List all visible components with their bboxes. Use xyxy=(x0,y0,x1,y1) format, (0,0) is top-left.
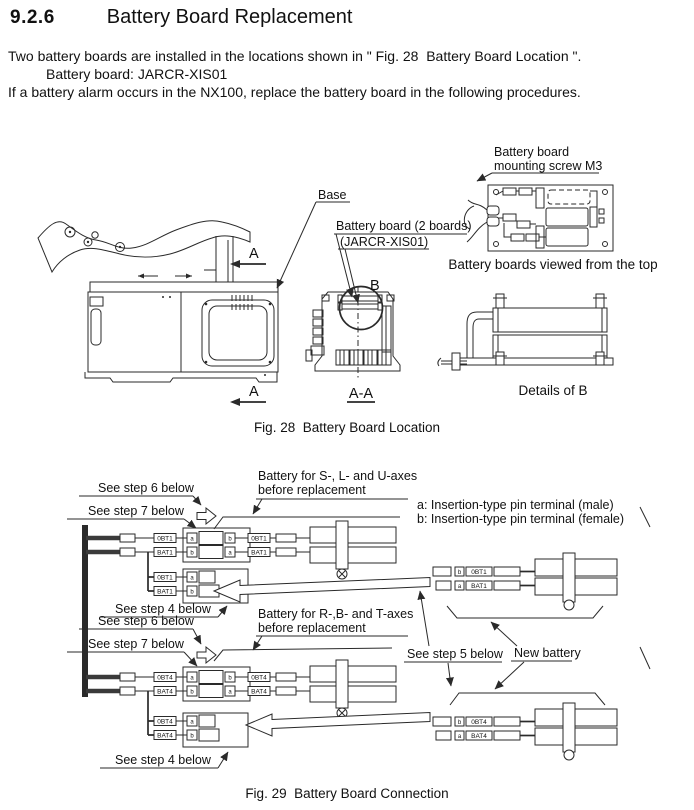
connector-label: BAT4 xyxy=(157,688,173,696)
see-step4-label: See step 4 below xyxy=(115,753,211,767)
old-battery-slu xyxy=(310,521,396,579)
pin-a: a xyxy=(190,575,194,582)
insert-arrow-icon xyxy=(197,508,216,524)
robot-base-drawing xyxy=(38,221,278,382)
connector-label: 0BT4 xyxy=(157,718,173,726)
fig29-caption: Fig. 29 Battery Board Connection xyxy=(245,786,449,801)
new-battery-rbt xyxy=(433,693,617,760)
pin-b: b xyxy=(228,536,232,543)
bt4-old-connection xyxy=(120,660,396,747)
see-step7-label: See step 7 below xyxy=(88,637,184,651)
section-aa-drawing xyxy=(306,286,400,378)
connector-label: BAT4 xyxy=(471,733,487,740)
see-step5-label: See step 5 below xyxy=(407,647,503,661)
pin-b: b xyxy=(190,689,194,696)
battery-board-label-line2: (JARCR-XIS01) xyxy=(340,235,429,249)
see-step6-label: See step 6 below xyxy=(98,481,194,495)
connector-label: 0BT1 xyxy=(251,535,267,543)
pin-b: b xyxy=(457,720,462,726)
old-battery-rbt xyxy=(310,660,396,718)
pin-a: a xyxy=(228,689,232,696)
connector-label: BAT1 xyxy=(157,588,173,596)
replace-direction-arrow-1 xyxy=(214,578,430,603)
top-view-caption: Battery boards viewed from the top xyxy=(448,257,658,272)
section-heading xyxy=(10,6,352,29)
page-title: Battery Board Replacement xyxy=(106,6,353,28)
see-step7-label: See step 7 below xyxy=(88,504,184,518)
connector-label: 0BT1 xyxy=(157,535,173,543)
new-battery-slu xyxy=(433,553,617,618)
pin-a: a xyxy=(228,550,232,557)
pin-a: a xyxy=(190,675,194,682)
section-number: 9.2.6 xyxy=(10,7,55,28)
battery-rbt-label-line2: before replacement xyxy=(258,621,366,635)
connector-label: BAT1 xyxy=(157,549,173,557)
see-step6-label: See step 6 below xyxy=(98,614,194,628)
cable-trunk xyxy=(82,525,154,735)
connector-label: BAT1 xyxy=(471,583,487,590)
insert-arrow-icon xyxy=(197,647,216,663)
legend-pin-a: a: Insertion-type pin terminal (male) xyxy=(417,498,614,512)
paragraph-line2: Battery board: JARCR-XIS01 xyxy=(46,66,228,82)
connector-label: BAT4 xyxy=(157,732,173,740)
new-battery-1-brace xyxy=(447,606,603,618)
figure-29-battery-board-connection xyxy=(0,455,694,810)
pin-a: a xyxy=(190,719,194,726)
battery-slu-label-line1: Battery for S-, L- and U-axes xyxy=(258,469,418,483)
fig28-caption: Fig. 28 Battery Board Location xyxy=(253,420,441,435)
details-of-b-drawing xyxy=(438,294,613,370)
pin-b: b xyxy=(190,589,194,596)
pin-b: b xyxy=(190,733,194,740)
pin-a: a xyxy=(457,734,462,740)
pin-b: b xyxy=(228,675,232,682)
svg-text:A: A xyxy=(249,246,259,262)
battery-board-label-line1: Battery board (2 boards) xyxy=(336,219,472,233)
figure-28-battery-board-location xyxy=(0,130,694,442)
connector-label: 0BT4 xyxy=(251,674,267,682)
view-arrow-a-bottom xyxy=(230,384,266,406)
new-battery-label: New battery xyxy=(514,646,581,660)
mounting-screw-label-line1: Battery board xyxy=(494,145,570,159)
section-aa-label: A-A xyxy=(348,386,374,402)
detail-b-letter: B xyxy=(370,278,380,294)
connector-label: 0BT4 xyxy=(157,674,173,682)
pin-b: b xyxy=(190,550,194,557)
svg-text:A: A xyxy=(249,384,259,400)
legend-pin-b: b: Insertion-type pin terminal (female) xyxy=(417,512,625,526)
connector-label: 0BT4 xyxy=(471,719,487,726)
connector-label: 0BT1 xyxy=(471,569,487,576)
new-battery-2-brace xyxy=(450,693,605,705)
battery-slu-label-line2: before replacement xyxy=(258,483,366,497)
paragraph-line1: Two battery boards are installed in the locations shown in " Fig. 28 Battery Board Location ". xyxy=(8,48,582,64)
battery-rbt-label-line1: Battery for R-,B- and T-axes xyxy=(258,607,414,621)
view-arrow-a-top xyxy=(230,246,266,268)
see-step4-label: See step 4 below xyxy=(115,602,211,616)
pin-a: a xyxy=(190,536,194,543)
connector-label: 0BT1 xyxy=(157,574,173,582)
details-of-b-caption: Details of B xyxy=(518,383,588,398)
pin-b: b xyxy=(457,570,462,576)
board-top-view-drawing xyxy=(464,185,613,251)
mounting-screw-label-line2: mounting screw M3 xyxy=(494,159,603,173)
vent-hatch-marks xyxy=(232,295,252,310)
pin-a: a xyxy=(457,584,462,590)
paragraph-line3: If a battery alarm occurs in the NX100, replace the battery board in the following procedures. xyxy=(8,84,581,100)
connector-label: BAT4 xyxy=(251,688,267,696)
base-label: Base xyxy=(318,188,347,202)
connector-label: BAT1 xyxy=(251,549,267,557)
